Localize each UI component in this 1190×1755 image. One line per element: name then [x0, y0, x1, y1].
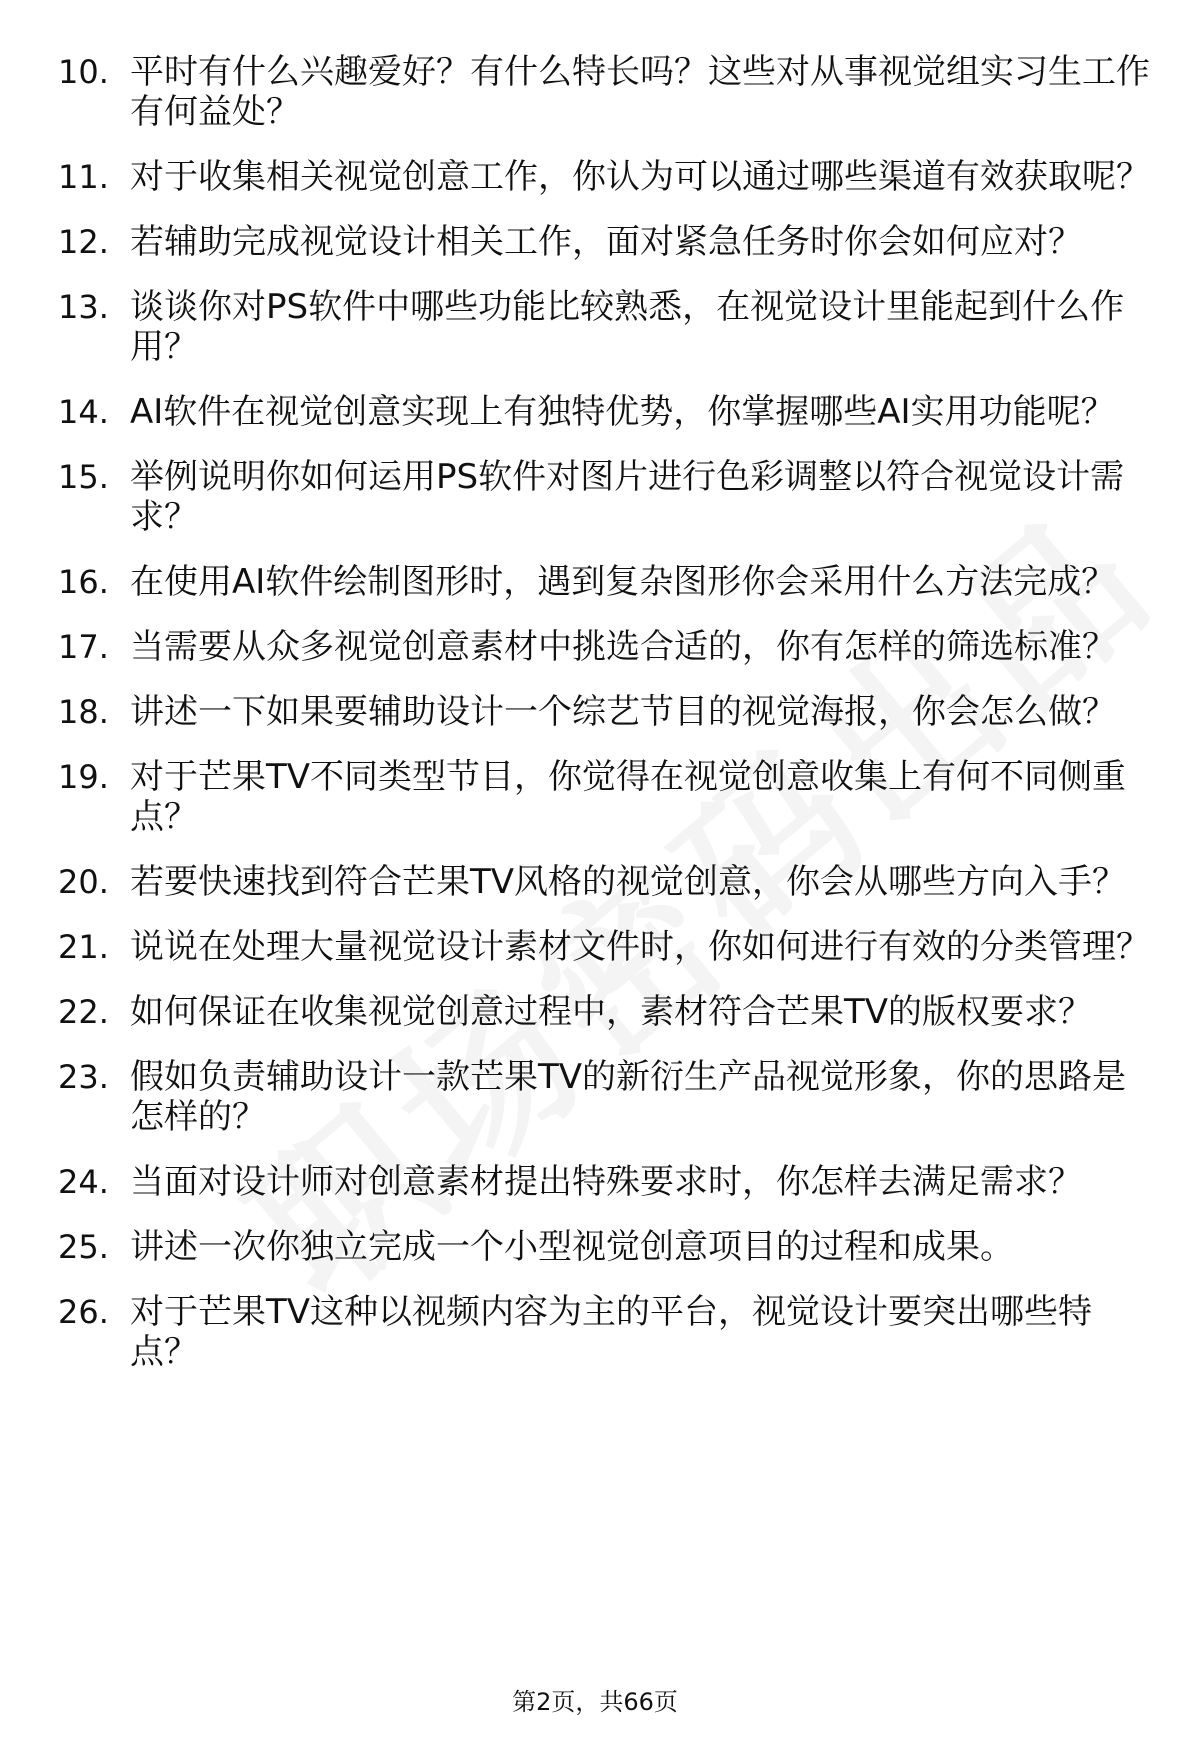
- question-item: [0, 222, 1190, 262]
- question-text: 说说在处理大量视觉设计素材文件时，你如何进行有效的分类管理？: [130, 927, 1150, 967]
- question-text: 对于芒果TV这种以视频内容为主的平台，视觉设计要突出哪些特点？: [130, 1292, 1093, 1372]
- question-item: [0, 862, 1190, 902]
- question-number: 14.: [58, 393, 109, 431]
- question-number: 17.: [58, 628, 109, 666]
- question-text: 对于芒果TV不同类型节目，你觉得在视觉创意收集上有何不同侧重点？: [130, 757, 1127, 837]
- question-item: [0, 287, 1190, 367]
- question-number: 21.: [58, 928, 109, 966]
- question-number: 22.: [58, 993, 109, 1031]
- question-item: [0, 392, 1190, 432]
- question-text: 假如负责辅助设计一款芒果TV的新衍生产品视觉形象，你的思路是怎样的？: [130, 1057, 1127, 1137]
- page-number: 第2页，共66页: [512, 1688, 678, 1716]
- question-text: 在使用AI软件绘制图形时，遇到复杂图形你会采用什么方法完成？: [130, 562, 1116, 602]
- question-number: 18.: [58, 693, 109, 731]
- question-number: 10.: [58, 53, 109, 91]
- question-item: [0, 1227, 1190, 1267]
- question-item: [0, 1162, 1190, 1202]
- question-item: [0, 562, 1190, 602]
- question-item: [0, 757, 1190, 837]
- question-number: 23.: [58, 1058, 109, 1096]
- question-text: 讲述一下如果要辅助设计一个综艺节目的视觉海报，你会怎么做？: [130, 692, 1116, 732]
- question-number: 15.: [58, 458, 109, 496]
- question-number: 16.: [58, 563, 109, 601]
- question-item: [0, 1292, 1190, 1372]
- question-item: [0, 52, 1190, 132]
- question-item: [0, 927, 1190, 967]
- question-text: 当面对设计师对创意素材提出特殊要求时，你怎样去满足需求？: [130, 1162, 1082, 1202]
- question-number: 26.: [58, 1293, 109, 1331]
- question-text: 平时有什么兴趣爱好？有什么特长吗？这些对从事视觉组实习生工作有何益处？: [130, 52, 1150, 132]
- question-text: 对于收集相关视觉创意工作，你认为可以通过哪些渠道有效获取呢？: [130, 157, 1150, 197]
- question-number: 24.: [58, 1163, 109, 1201]
- question-number: 13.: [58, 288, 109, 326]
- question-text: 若辅助完成视觉设计相关工作，面对紧急任务时你会如何应对？: [130, 222, 1082, 262]
- question-number: 12.: [58, 223, 109, 261]
- question-item: [0, 457, 1190, 537]
- question-text: 举例说明你如何运用PS软件对图片进行色彩调整以符合视觉设计需求？: [130, 457, 1125, 537]
- question-text: 谈谈你对PS软件中哪些功能比较熟悉，在视觉设计里能起到什么作用？: [130, 287, 1125, 367]
- question-item: [0, 157, 1190, 197]
- question-text: AI软件在视觉创意实现上有独特优势，你掌握哪些AI实用功能呢？: [130, 392, 1115, 432]
- question-list: [0, 52, 1190, 1397]
- question-text: 当需要从众多视觉创意素材中挑选合适的，你有怎样的筛选标准？: [130, 627, 1116, 667]
- question-item: [0, 992, 1190, 1032]
- question-text: 讲述一次你独立完成一个小型视觉创意项目的过程和成果。: [130, 1227, 1014, 1267]
- question-number: 25.: [58, 1228, 109, 1266]
- question-number: 11.: [58, 158, 109, 196]
- question-text: 如何保证在收集视觉创意过程中，素材符合芒果TV的版权要求？: [130, 992, 1093, 1032]
- question-number: 20.: [58, 863, 109, 901]
- question-text: 若要快速找到符合芒果TV风格的视觉创意，你会从哪些方向入手？: [130, 862, 1127, 902]
- question-item: [0, 692, 1190, 732]
- question-item: [0, 1057, 1190, 1137]
- question-item: [0, 627, 1190, 667]
- question-number: 19.: [58, 758, 109, 796]
